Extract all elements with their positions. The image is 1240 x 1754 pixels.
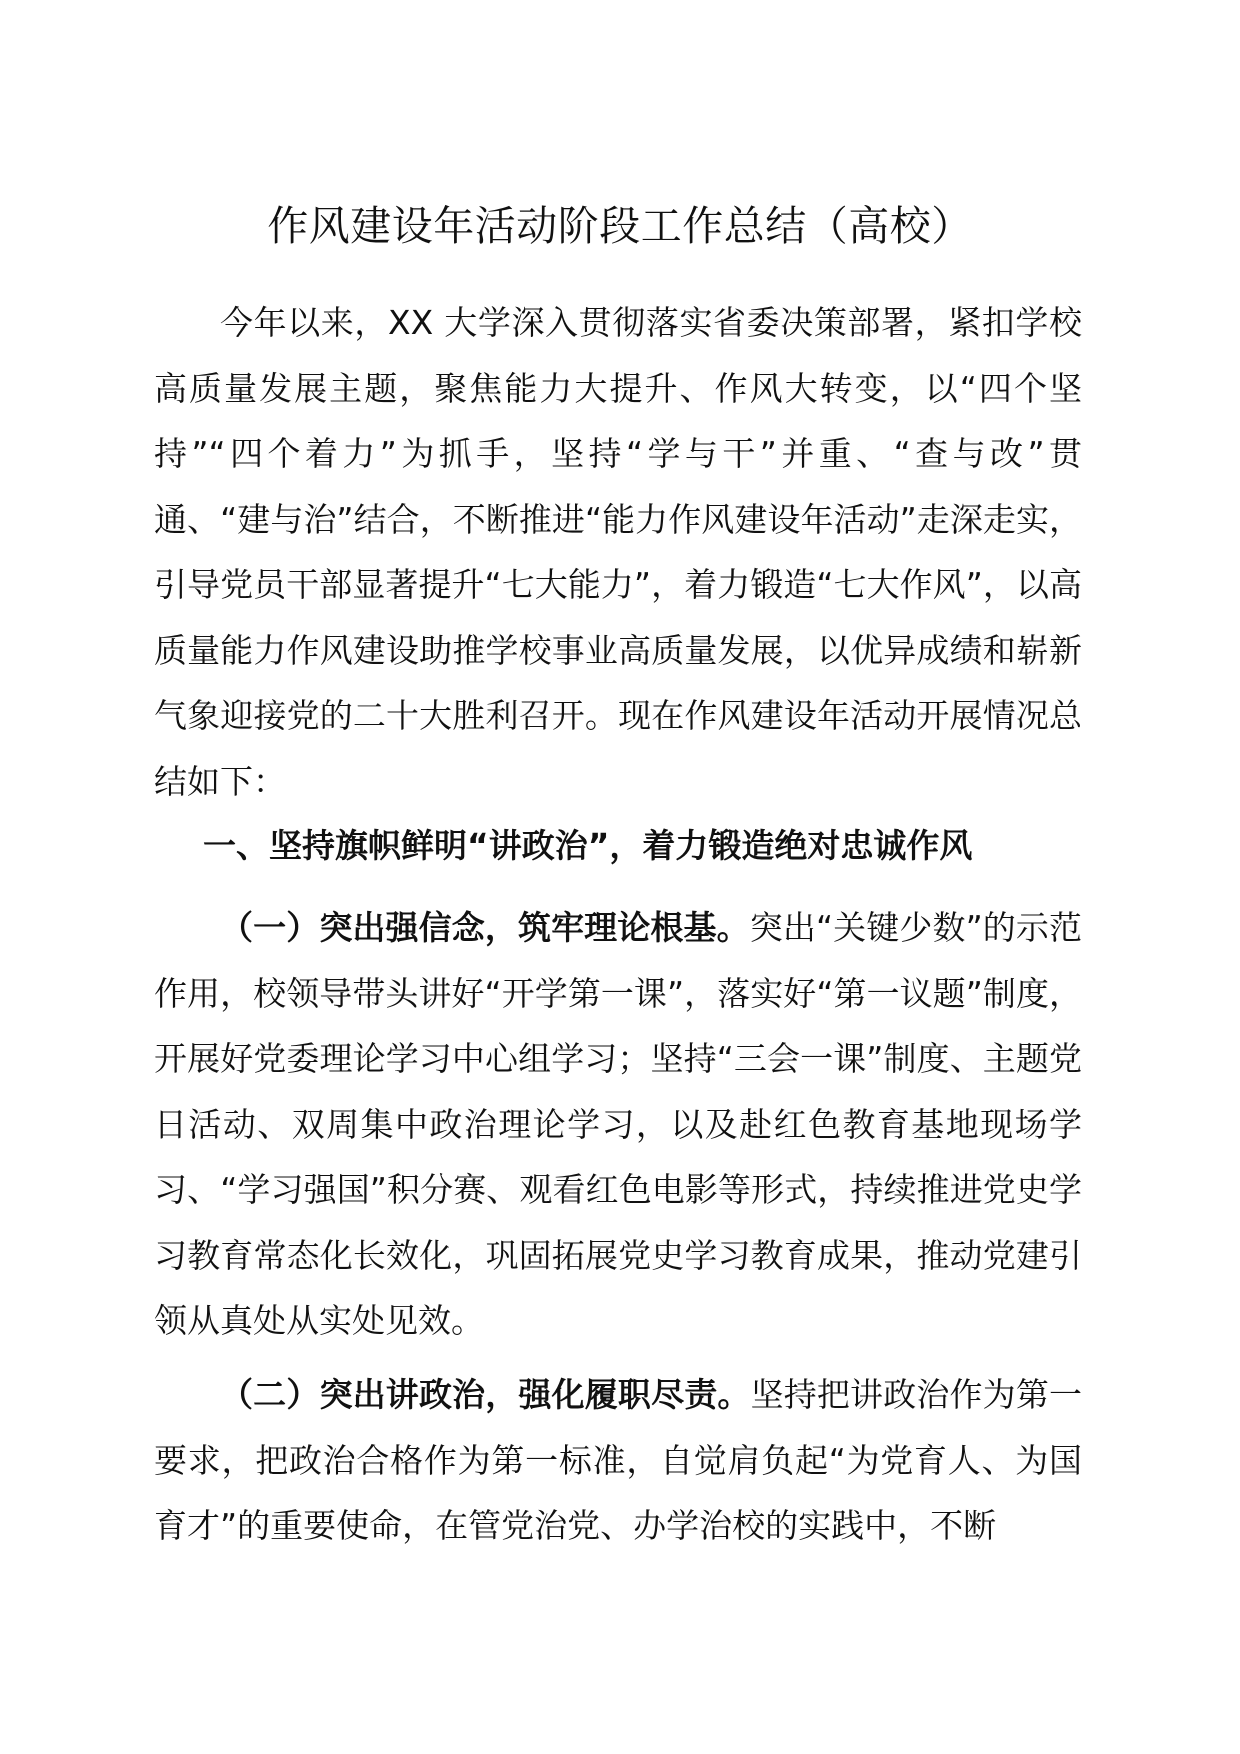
- item-paragraph-2: [154, 1362, 1082, 1559]
- item-lead-1: （一）突出强信念，筑牢理论根基。: [220, 908, 750, 947]
- document-title: 作风建设年活动阶段工作总结（高校）: [267, 202, 973, 250]
- item-paragraph-1: [154, 895, 1082, 1354]
- section-heading-1: 一、坚持旗帜鲜明“讲政治”，着力锻造绝对忠诚作风: [203, 826, 973, 865]
- intro-paragraph: 今年以来，XX 大学深入贯彻落实省委决策部署，紧扣学校高质量发展主题，聚焦能力大提升、作风大转变，以“四个坚持”“四个着力”为抓手，坚持“学与干”并重、“查与改”贯通、“建与治”结合，不断推进“能力作风建设年活动”走深走实，引导党员干部显著提升“七大能力”，着力锻造“七大作风”，以高质量能力作风建设助推学校事业高质量发展，以优异成绩和崭新气象迎接党的二十大胜利召开。现在作风建设年活动开展情况总结如下：: [154, 303, 1082, 801]
- item-lead-2: （二）突出讲政治，强化履职尽责。: [220, 1375, 751, 1414]
- item-text-1: 突出“关键少数”的示范作用，校领导带头讲好“开学第一课”，落实好“第一议题”制度，开展好党委理论学习中心组学习；坚持“三会一课”制度、主题党日活动、双周集中政治理论学习，以及赴红色教育基地现场学习、“学习强国”积分赛、观看红色电影等形式，持续推进党史学习教育常态化长效化，巩固拓展党史学习教育成果，推动党建引领从真处从实处见效。: [154, 908, 1083, 1340]
- item-text-2: 坚持把讲政治作为第一要求，把政治合格作为第一标准，自觉肩负起“为党育人、为国育才”的重要使命，在管党治党、办学治校的实践中，不断: [154, 1375, 1083, 1545]
